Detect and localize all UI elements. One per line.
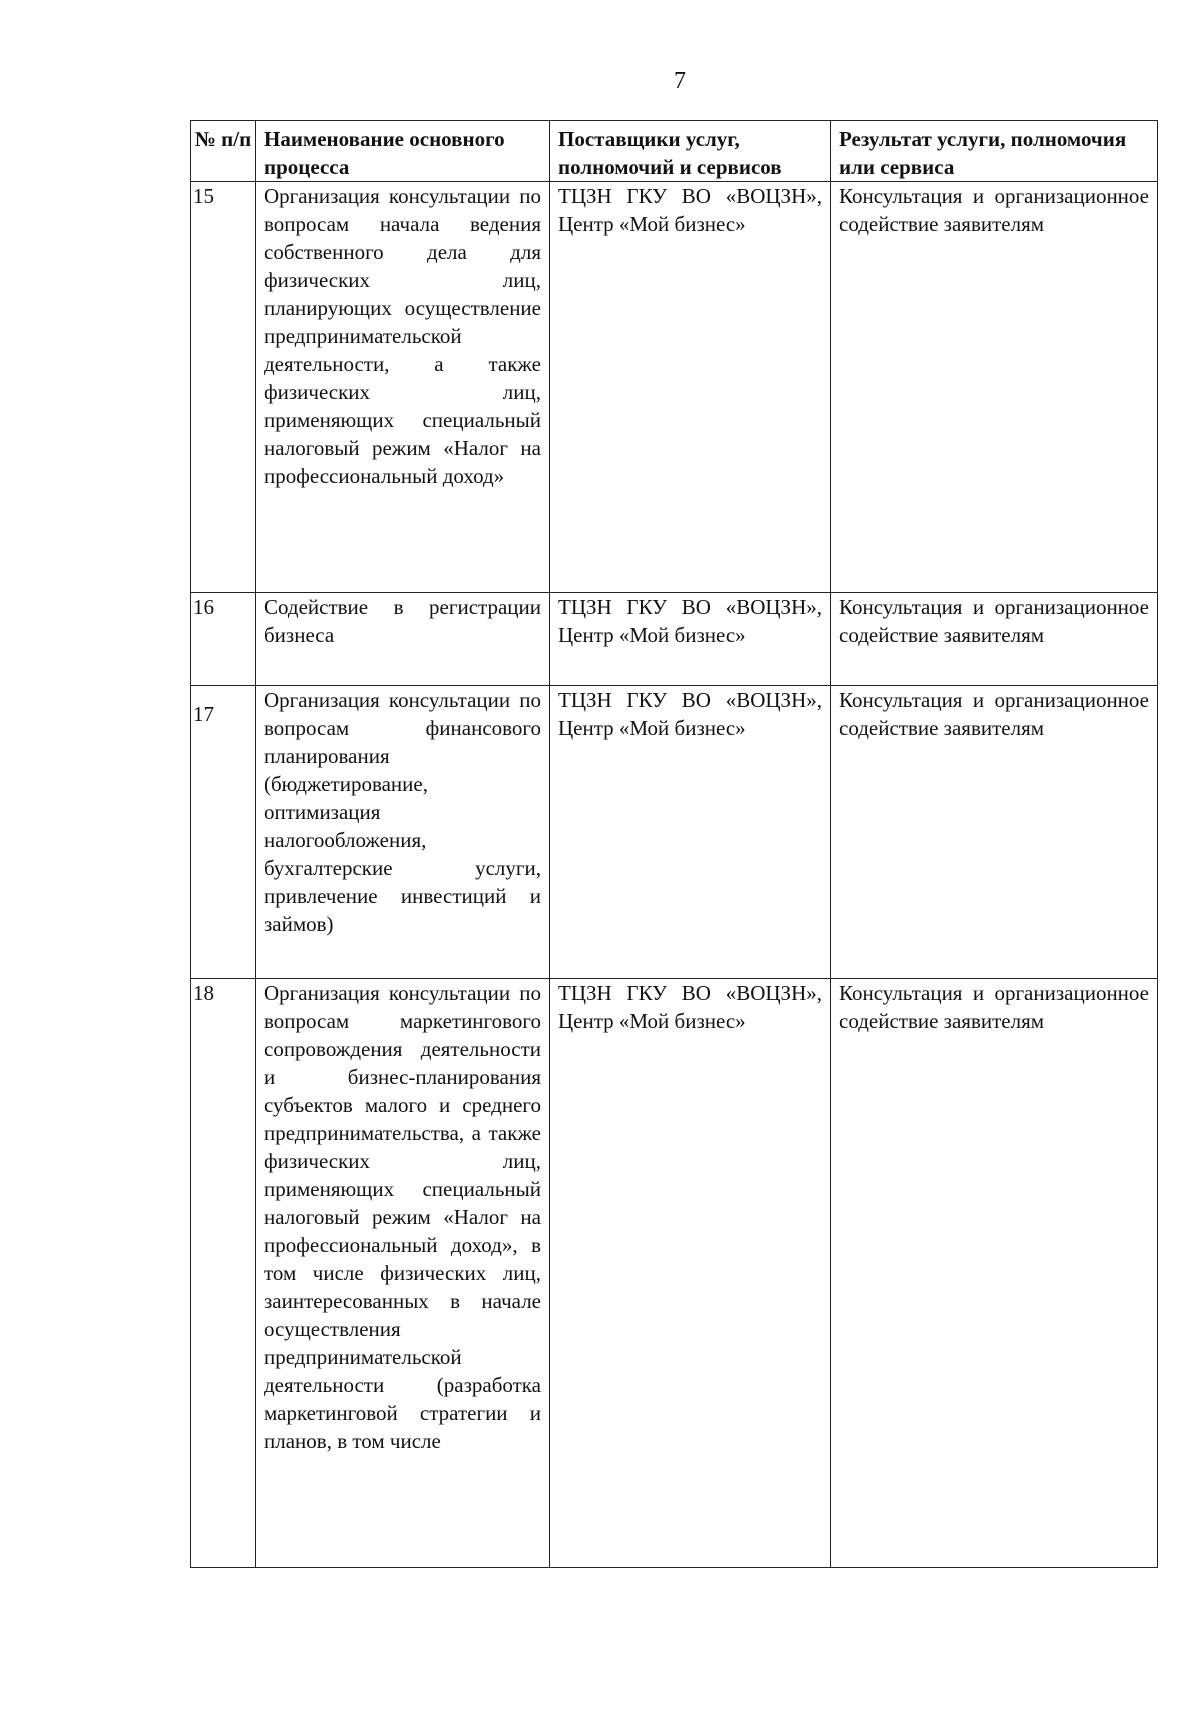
table-header-row	[191, 121, 1158, 182]
result-cell: Консультация и организационное содействие заявителям	[831, 593, 1158, 686]
header-result: Результат услуги, полномочия или сервиса	[831, 121, 1158, 182]
process-name: Организация консультации по вопросам финансового планирования (бюджетирование, оптимизация налогообложения, бухгалтерские услуги, привлечение инвестиций и займов)	[256, 686, 550, 979]
table-row	[191, 593, 1158, 686]
process-name: Содействие в регистрации бизнеса	[256, 593, 550, 686]
row-number: 17	[191, 686, 256, 979]
header-num: № п/п	[191, 121, 256, 182]
table-row	[191, 686, 1158, 979]
header-providers: Поставщики услуг, полномочий и сервисов	[550, 121, 831, 182]
header-process: Наименование основного процесса	[256, 121, 550, 182]
providers-cell: ТЦЗН ГКУ ВО «ВОЦЗН», Центр «Мой бизнес»	[550, 686, 831, 979]
row-number: 18	[191, 979, 256, 1568]
result-cell: Консультация и организационное содействие заявителям	[831, 686, 1158, 979]
page-number: 7	[674, 68, 686, 94]
process-name: Организация консультации по вопросам маркетингового сопровождения деятельности и бизнес-планирования субъектов малого и среднего предпринимательства, а также физических лиц, применяющих специальный налоговый режим «Налог на профессиональный доход», в том числе физических лиц, заинтересованных в начале осуществления предпринимательской деятельности (разработка маркетинговой стратегии и планов, в том числе	[256, 979, 550, 1568]
providers-cell: ТЦЗН ГКУ ВО «ВОЦЗН», Центр «Мой бизнес»	[550, 979, 831, 1568]
row-number: 16	[191, 593, 256, 686]
table-row	[191, 979, 1158, 1568]
result-cell: Консультация и организационное содействие заявителям	[831, 182, 1158, 593]
providers-cell: ТЦЗН ГКУ ВО «ВОЦЗН», Центр «Мой бизнес»	[550, 182, 831, 593]
providers-cell: ТЦЗН ГКУ ВО «ВОЦЗН», Центр «Мой бизнес»	[550, 593, 831, 686]
process-name: Организация консультации по вопросам начала ведения собственного дела для физических лиц, планирующих осуществление предпринимательской деятельности, а также физических лиц, применяющих специальный налоговый режим «Налог на профессиональный доход»	[256, 182, 550, 593]
table-row	[191, 182, 1158, 593]
services-table	[190, 120, 1158, 1568]
row-number: 15	[191, 182, 256, 593]
result-cell: Консультация и организационное содействие заявителям	[831, 979, 1158, 1568]
